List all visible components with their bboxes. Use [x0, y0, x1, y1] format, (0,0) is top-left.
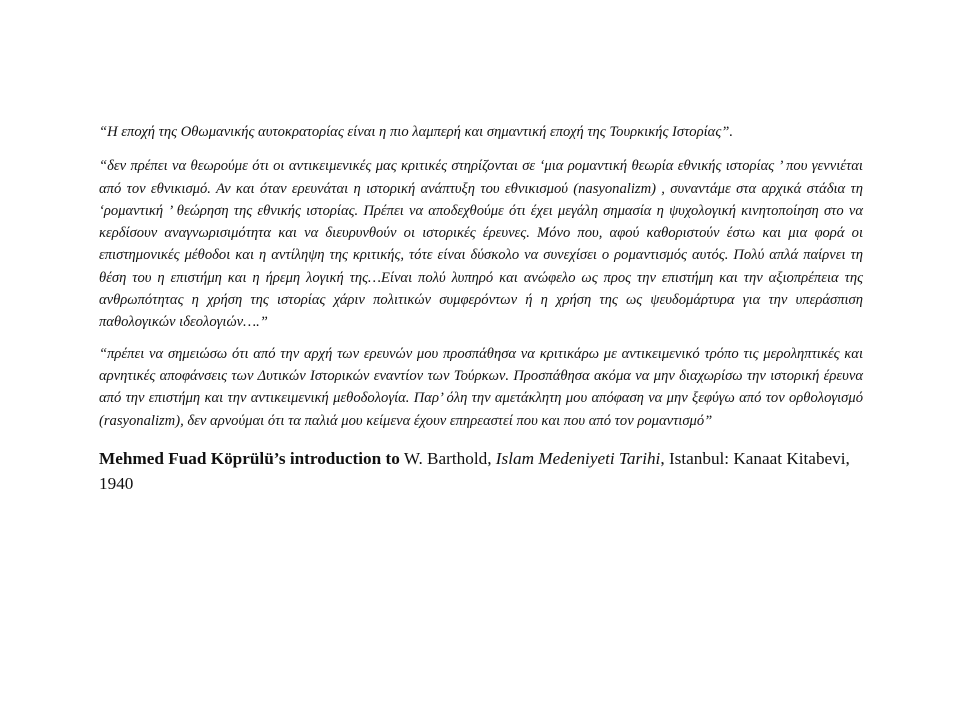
source-citation	[99, 446, 863, 496]
citation-intro: Mehmed Fuad Köprülü’s introduction to	[99, 448, 400, 468]
slide-content	[99, 121, 863, 496]
citation-publisher: , Istanbul: Kanaat Kitabevi, 1940	[99, 448, 850, 493]
quote-objective-method: “πρέπει να σημειώσω ότι από την αρχή των ερευνών μου προσπάθησα να κριτικάρω με αντικειμενικό τρόπο τις μεροληπτικές και αρνητικές αποφάνσεις των Δυτικών Ιστορικών εναντίον των Τούρκων. Προσπάθησα ακόμα να μην διαχωρίσω την ιστορική έρευνα από την επιστήμη και την αντικειμενική μεθοδολογία. Παρ’ όλη την αμετάκλητη μου απόφαση να μην ξεφύγω από τον ορθολογισμό (rasyonalizm), δεν αρνούμαι ότι τα παλιά μου κείμενα έχουν επηρεαστεί που και που από τον ρομαντισμό”	[99, 345, 863, 429]
citation-title: Islam Medeniyeti Tarihi	[495, 448, 661, 468]
citation-author: W. Barthold,	[399, 448, 496, 468]
quote-ottoman-era: “Η εποχή της Οθωμανικής αυτοκρατορίας είναι η πιο λαμπερή και σημαντική εποχή της Τουρκικής Ιστορίας”.	[99, 124, 734, 140]
quote-romantic-theory: “δεν πρέπει να θεωρούμε ότι οι αντικειμενικές μας κριτικές στηρίζονται σε ‘μια ρομαντική θεωρία εθνικής ιστορίας ’ που γεννιέται από τον εθνικισμό. Αν και όταν ερευνάται η ιστορική ανάπτυξη του εθνικισμού (nasyonalizm) , συναντάμε στα αρχικά στάδια τη ‘ρομαντική ’ θεώρηση της εθνικής ιστορίας. Πρέπει να αποδεχθούμε ότι έχει μεγάλη σημασία η ψυχολογική κινητοποίηση στο να κερδίσουν αναγνωρισιμότητα και να διευρυνθούν οι ιστορικές έρευνες. Μόνο που, αφού καθοριστούν έστω και μια φορά οι επιστημονικές μέθοδοι και η αντίληψη της κριτικής, τότε είναι δύσκολο να συνεχίσει ο ρομαντισμός αυτός. Πολύ απλά παίρνει τη θέση του η επιστήμη και η ήρεμη λογική της…Είναι πολύ λυπηρό και ανώφελο ως προς την επιστήμη και την αξιοπρέπεια της ανθρωπότητας η χρήση της ιστορίας χάριν πολιτικών συμφερόντων ή η χρήση της ως ψευδομάρτυρα για την υπεράσπιση παθολογικών ιδεολογιών….”	[99, 158, 863, 331]
